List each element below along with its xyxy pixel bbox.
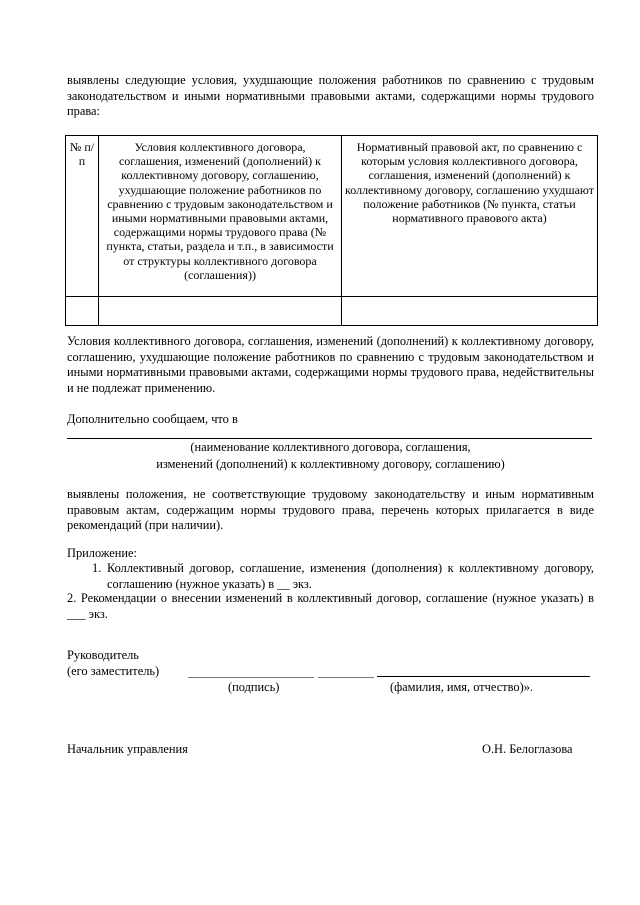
head-deputy-title: (его заместитель): [67, 664, 160, 678]
appendix-title: Приложение:: [67, 546, 137, 560]
invalid-conditions-paragraph: Условия коллективного договора, соглашения, изменений (дополнений) к коллективному договору, соглашению, ухудшающие положение работников по сравнению с трудовым законодательством и иными нормативными правовыми актами, содержащими нормы трудового права, недействительны и не подлежат применению.: [67, 334, 594, 395]
chief-title: Начальник управления: [67, 742, 188, 756]
col-number-header: № п/п: [66, 136, 99, 297]
table-header-row: [66, 136, 598, 297]
fio-line: [377, 676, 590, 677]
table-cell: [99, 297, 342, 326]
signature-line-extension: [318, 677, 374, 678]
col-conditions-header: Условия коллективного договора, соглашения, изменений (дополнений) к коллективному договору, соглашению, ухудшающие положение работников по сравнению с трудовым законодательством и иными нормативными правовыми актами, содержащими нормы трудового права (№ пункта, статьи, раздела и т.п., в зависимости от структуры коллективного договора (соглашения)): [99, 136, 342, 297]
signature-hint: (подпись): [228, 680, 280, 694]
agreement-name-hint-2: изменений (дополнений) к коллективному договору, соглашению): [156, 457, 505, 471]
table-cell: [342, 297, 598, 326]
signature-line: [188, 677, 314, 678]
appendix-item-1: Коллективный договор, соглашение, изменения (дополнения) к коллективному договору, соглашению (нужное указать) в __ экз.: [107, 561, 594, 591]
fio-hint: (фамилия, имя, отчество)».: [390, 680, 533, 694]
additional-info-text: Дополнительно сообщаем, что в: [67, 412, 238, 426]
appendix-item-1-number: 1.: [92, 561, 102, 575]
intro-paragraph: выявлены следующие условия, ухудшающие положения работников по сравнению с трудовым законодательством и иными нормативными правовыми актами, содержащими нормы трудового права:: [67, 73, 594, 119]
head-title: Руководитель: [67, 648, 139, 662]
table-row: [66, 297, 598, 326]
agreement-name-line: [67, 438, 592, 439]
col-legal-act-header: Нормативный правовой акт, по сравнению с которым условия коллективного договора, соглашения, изменений (дополнений) к коллективному договору, соглашению ухудшают положение работников (№ пункта, статьи нормативного правового акта): [342, 136, 598, 297]
table-cell: [66, 297, 99, 326]
appendix-item-2: 2. Рекомендации о внесении изменений в коллективный договор, соглашение (нужное указать) в ___ экз.: [67, 591, 594, 621]
conditions-table: [65, 135, 598, 326]
chief-name: О.Н. Белоглазова: [482, 742, 573, 756]
agreement-name-hint-1: (наименование коллективного договора, соглашения,: [190, 440, 471, 454]
found-provisions-paragraph: выявлены положения, не соответствующие трудовому законодательству и иным нормативным правовым актам, содержащим нормы трудового права, перечень которых прилагается в виде рекомендаций (при наличии).: [67, 487, 594, 533]
